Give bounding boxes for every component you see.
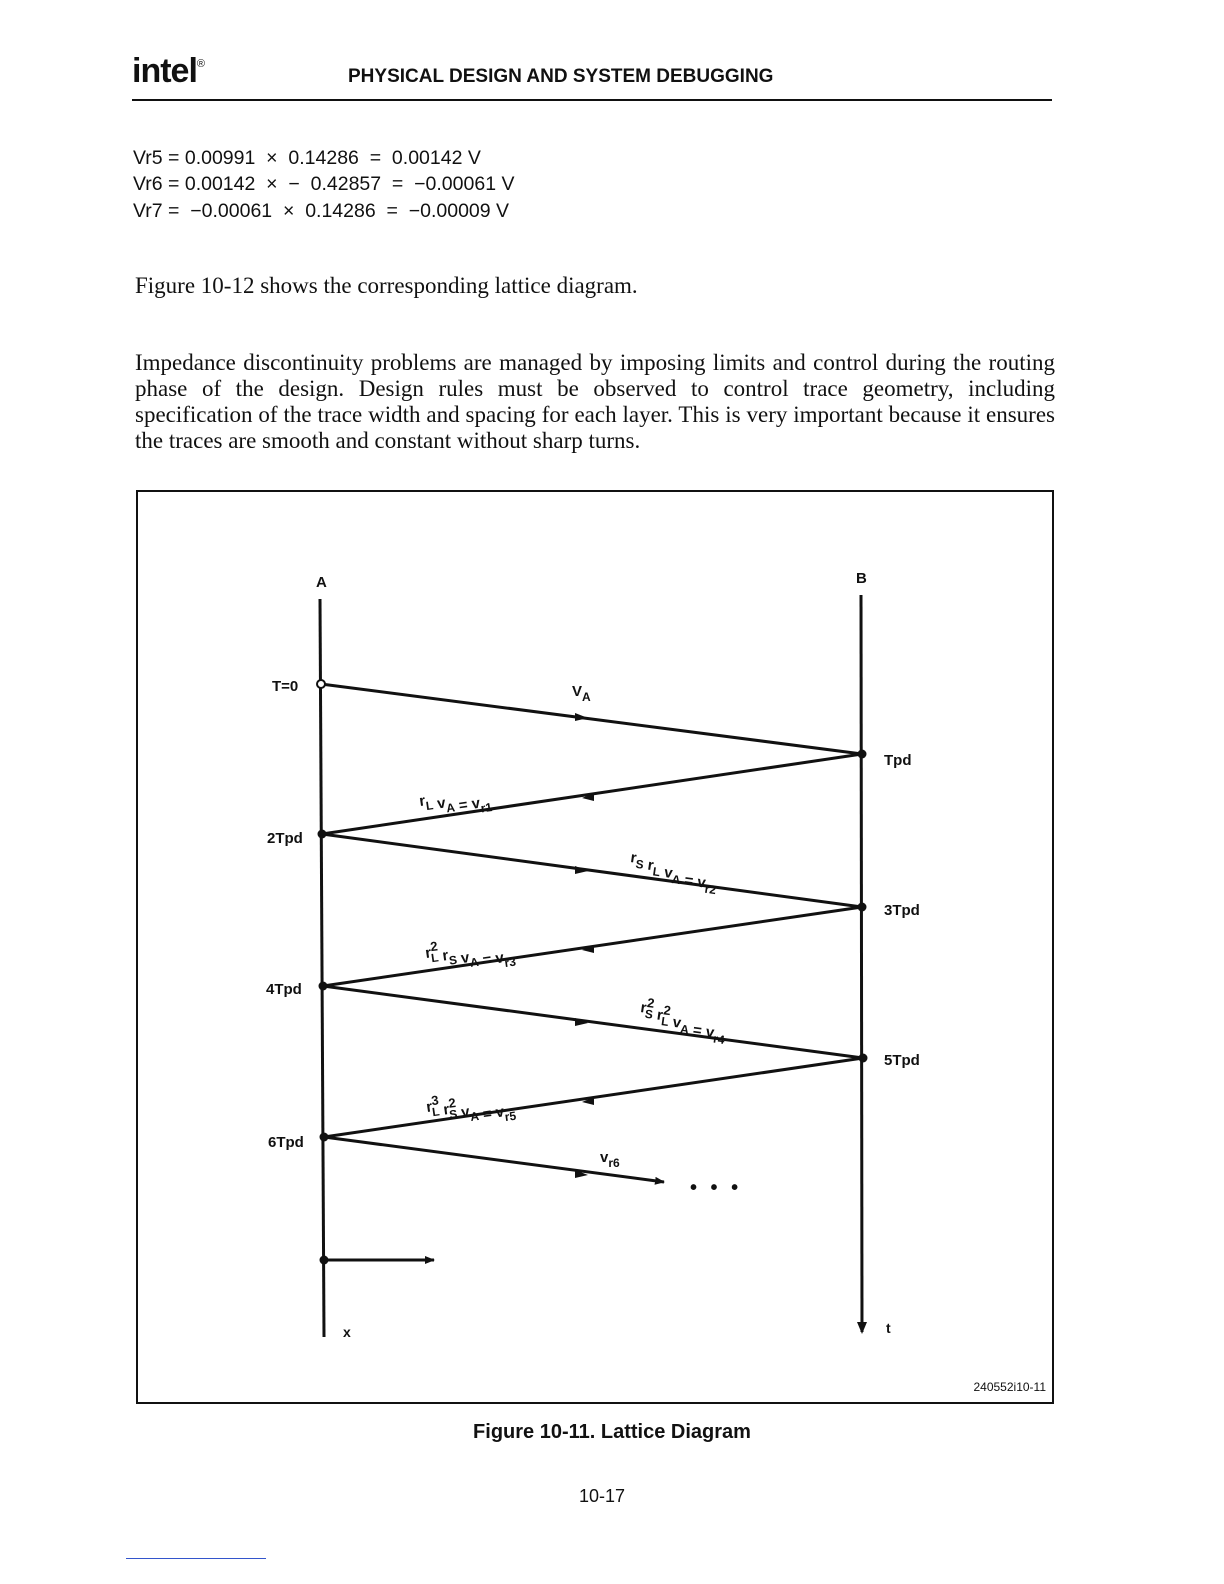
wave-label-text: r3L r2S $v_A = v_{r5}$: [425, 1092, 518, 1125]
axis-b-line: [861, 595, 862, 1332]
paragraph-impedance: Impedance discontinuity problems are managed by imposing limits and control during the routing phase of the design. Design rules must be observed to control trace geometry, including specification of the trace width and spacing for each layer. This is very important because it ensures the traces are smooth and constant without sharp turns.: [135, 350, 1055, 453]
wave-label-vr2: [627, 849, 721, 897]
point-5tpd: [859, 1054, 868, 1063]
wave-label-vr4: [637, 994, 730, 1047]
point-2tpd: [318, 830, 327, 839]
paragraph-figure-reference: Figure 10-12 shows the corresponding lattice diagram.: [135, 273, 638, 298]
time-label-2tpd: 2Tpd: [267, 830, 303, 847]
page-header-title: PHYSICAL DESIGN AND SYSTEM DEBUGGING: [348, 66, 774, 87]
wave-label-vr5: [424, 1082, 517, 1135]
axis-a-label: A: [316, 574, 327, 591]
wave-label-va: [572, 683, 591, 704]
intel-logo: intel®: [132, 52, 205, 90]
wave-label-text: $v_{r6}$: [600, 1149, 620, 1170]
equation-vr5: Vr5 = 0.00991 × 0.14286 = 0.00142 V: [133, 147, 481, 169]
axis-a-line: [320, 599, 324, 1337]
point-x-origin: [320, 1256, 329, 1265]
wave-label-text: $r_L$ $v_A = v_{r1}$: [418, 792, 493, 816]
axis-t-label: t: [886, 1320, 891, 1336]
point-3tpd: [858, 903, 867, 912]
axis-t-arrowhead: [857, 1322, 867, 1334]
time-label-3tpd: 3Tpd: [884, 902, 920, 919]
point-4tpd: [319, 982, 328, 991]
page-number: 10-17: [578, 1486, 626, 1506]
time-label-6tpd: 6Tpd: [268, 1134, 304, 1151]
lattice-diagram-figure: [136, 490, 1054, 1404]
time-label-tpd: Tpd: [884, 752, 912, 769]
time-label-t0: T=0: [272, 678, 299, 695]
wave-line-3: [322, 834, 862, 907]
wave-line-5: [323, 986, 863, 1058]
lattice-diagram: [138, 492, 1052, 1402]
wave-label-text: r2S r2L $v_A = v_{r4}$: [639, 994, 726, 1047]
header-rule: [132, 99, 1052, 101]
wave-label-text: r2L $r_S$ $v_A = v_{r3}$: [424, 938, 517, 971]
time-label-5tpd: 5Tpd: [884, 1052, 920, 1069]
ellipsis-continuation: • • •: [690, 1177, 743, 1199]
wave-label-vr3: [423, 928, 517, 981]
equation-vr7: Vr7 = −0.00061 × 0.14286 = −0.00009 V: [133, 200, 510, 222]
point-t0: [317, 680, 325, 688]
footer-rule: [126, 1558, 266, 1559]
wave-label-text: $r_S$ $r_L$ $v_A = v_{r2}$: [629, 849, 718, 898]
time-label-4tpd: 4Tpd: [266, 981, 302, 998]
wave-line-1: [321, 684, 862, 754]
axis-b-label: B: [856, 570, 867, 587]
figure-id: 240552i10-11: [973, 1380, 1046, 1394]
wave-label-vr6: [600, 1149, 620, 1170]
equation-vr6: Vr6 = 0.00142 × − 0.42857 = −0.00061 V: [133, 173, 515, 195]
axis-x-label: x: [343, 1324, 351, 1340]
wave-label-text: $V_A$: [572, 683, 591, 704]
figure-caption: Figure 10-11. Lattice Diagram: [473, 1421, 751, 1443]
point-tpd: [858, 750, 867, 759]
point-6tpd: [320, 1133, 329, 1142]
